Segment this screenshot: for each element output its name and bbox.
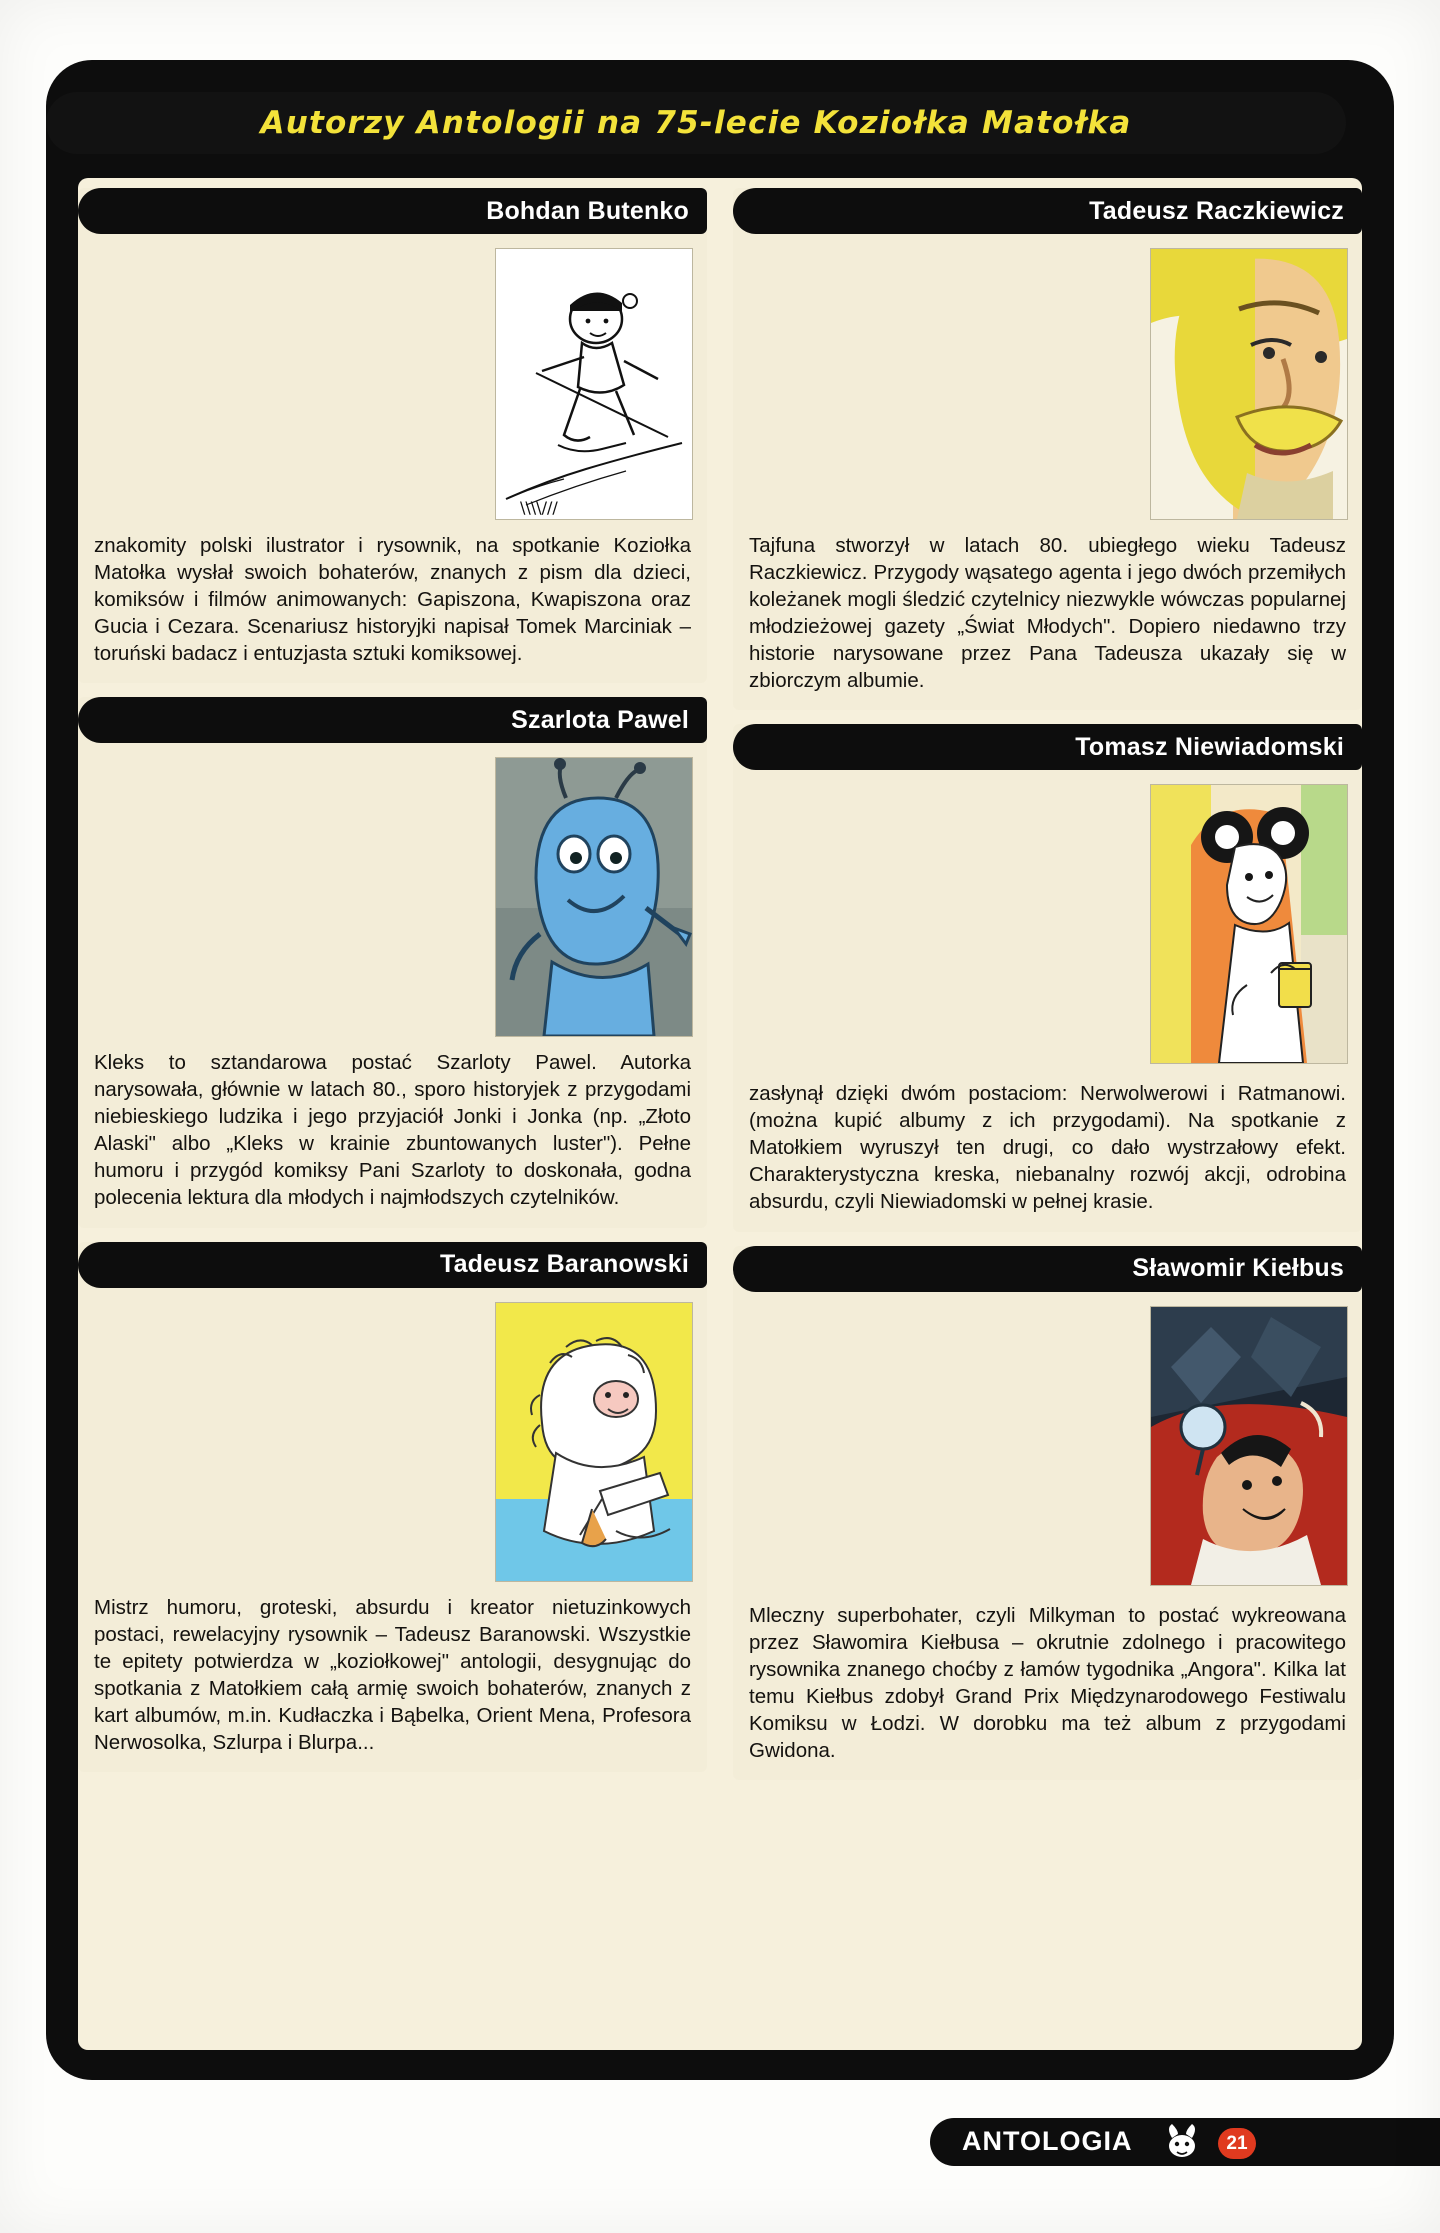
author-name: Tomasz Niewiadomski xyxy=(1075,732,1344,761)
author-name: Tadeusz Raczkiewicz xyxy=(1089,196,1344,225)
author-card xyxy=(733,188,1362,710)
page-number-badge: 21 xyxy=(1218,2128,1256,2159)
author-name: Sławomir Kiełbus xyxy=(1132,1254,1344,1283)
page-title: Autorzy Antologii na 75-lecie Koziołka Matołka xyxy=(260,105,1132,141)
column-right xyxy=(733,188,1362,1794)
white-furry-character-writing-icon xyxy=(496,1303,692,1581)
author-card xyxy=(733,724,1362,1231)
author-bio: znakomity polski ilustrator i rysownik, na spotkanie Koziołka Matołka wysłał swoich bohaterów, znanych z pism dla dzieci, komiksów i filmów animowanych: Gapiszona, Kwapiszona oraz Gucia i Cezara. Scenariusz historyjki napisał Tomek Marciniak – toruński badacz i entuzjasta sztuki komiksowej. xyxy=(94,534,691,666)
author-card xyxy=(78,1242,707,1772)
sledding-boy-line-drawing-icon xyxy=(496,249,692,519)
column-left xyxy=(78,188,707,1794)
illustration-wrap xyxy=(78,743,707,1047)
author-illustration xyxy=(495,248,693,520)
mouse-eared-character-with-drink-icon xyxy=(1151,785,1347,1063)
goat-mascot-icon xyxy=(1160,2120,1204,2164)
author-header xyxy=(78,697,707,743)
milkyman-superhero-comic-panel-icon xyxy=(1151,1307,1347,1585)
author-name: Szarlota Pawel xyxy=(511,705,689,734)
illustration-wrap xyxy=(733,1292,1362,1596)
author-illustration xyxy=(495,1302,693,1582)
author-name: Tadeusz Baranowski xyxy=(439,1250,689,1279)
author-bio: Mistrz humoru, groteski, absurdu i kreator nietuzinkowych postaci, rewelacyjny rysownik – Tadeusz Baranowski. Wszystkie te epitety potwierdza w „koziołkowej" antologii, desygnując do spotkania z Matołkiem całą armię swoich bohaterów, znanych z kart albumów, m.in. Kudłaczka i Bąbelka, Orient Mena, Profesora Nerwosolka, Szlurpa i Blurpa... xyxy=(94,1595,691,1754)
footer-label: ANTOLOGIA xyxy=(962,2126,1133,2156)
author-illustration xyxy=(1150,248,1348,520)
illustration-wrap xyxy=(78,1288,707,1592)
blue-kleks-creature-icon xyxy=(496,758,692,1036)
author-card xyxy=(733,1246,1362,1780)
author-bio: Kleks to sztandarowa postać Szarloty Pawel. Autorka narysowała, głównie w latach 80., sporo historyjek z przygodami niebieskiego ludzika i jego przyjaciół Jonki i Jonka (np. „Złoto Alaski" albo „Kleks w krainie zbuntowanych luster"). Pełne humoru i przygód komiksy Pani Szarloty to doskonała, godna polecenia lektura dla młodych i najmłodszych czytelników. xyxy=(94,1051,691,1210)
page-title-banner xyxy=(46,92,1346,154)
author-header xyxy=(78,1242,707,1288)
illustration-wrap xyxy=(733,234,1362,530)
blond-mustached-man-portrait-icon xyxy=(1151,249,1347,519)
illustration-wrap xyxy=(78,234,707,530)
svg-text:\\\\///: \\\\/// xyxy=(520,498,558,517)
author-illustration xyxy=(495,757,693,1037)
author-card xyxy=(78,188,707,683)
author-bio: zasłynął dzięki dwóm postaciom: Nerwolwerowi i Ratmanowi. (można kupić albumy z ich przygodami). Na spotkanie z Matołkiem wyruszył ten drugi, co dało wystrzałowy efekt. Charakterystyczna kreska, niebanalny rozwój akcji, odrobina absurdu, czyli Niewiadomski w pełnej krasie. xyxy=(749,1082,1346,1214)
content-columns xyxy=(78,188,1362,1794)
author-header xyxy=(733,724,1362,770)
author-header xyxy=(733,1246,1362,1292)
author-bio: Mleczny superbohater, czyli Milkyman to postać wykreowana przez Sławomira Kiełbusa – okrutnie zdolnego i pracowitego rysownika znanego choćby z łamów tygodnika „Angora". Kilka lat temu Kiełbus zdobył Grand Prix Międzynarodowego Festiwalu Komiksu w Łodzi. W dorobku ma też album z przygodami Gwidona. xyxy=(749,1603,1346,1762)
author-illustration xyxy=(1150,784,1348,1064)
author-bio: Tajfuna stworzył w latach 80. ubiegłego wieku Tadeusz Raczkiewicz. Przygody wąsatego agenta i jego dwóch przemiłych koleżanek mogli śledzić czytelnicy niezwykle wówczas popularnej młodzieżowej gazety „Świat Młodych". Dopiero niedawno trzy historie narysowane przez Pana Tadeusza ukazały się w zbiorczym albumie. xyxy=(749,534,1346,693)
author-header xyxy=(733,188,1362,234)
author-card xyxy=(78,697,707,1227)
author-illustration xyxy=(1150,1306,1348,1586)
author-header xyxy=(78,188,707,234)
illustration-wrap xyxy=(733,770,1362,1074)
author-name: Bohdan Butenko xyxy=(486,196,689,225)
